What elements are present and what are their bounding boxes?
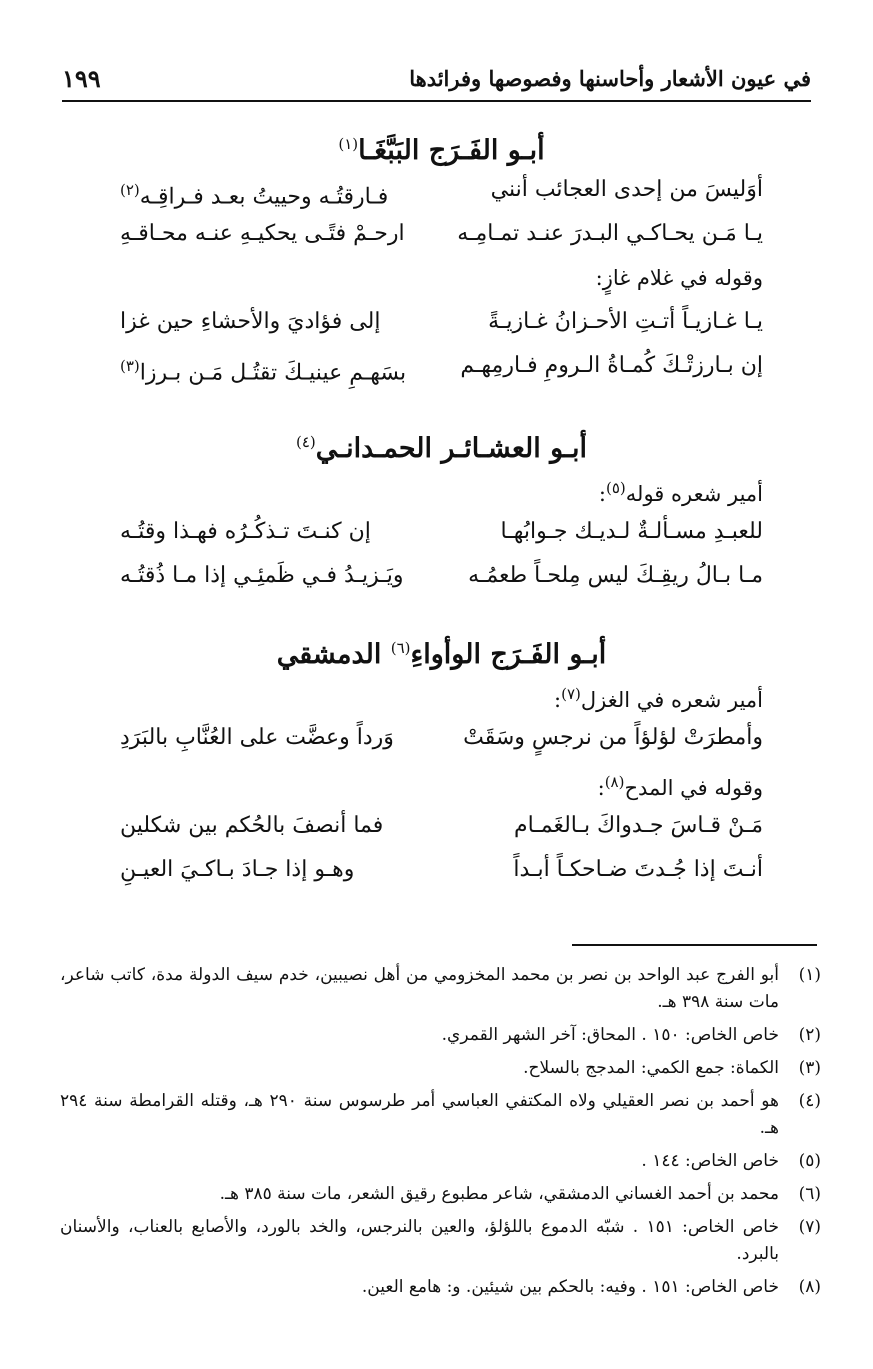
first-hemistich: مَـنْ قـاسَ جـدواكَ بـالغَمـام	[513, 813, 763, 838]
footnote-text: أبو الفرج عبد الواحد بن نصر بن محمد المخزومي من أهل نصيبين، خدم سيف الدولة مدة، كاتب شاعر، مات سنة ٣٩٨ هـ.	[60, 965, 779, 1012]
second-hemistich-text: بسَهـمِ عينيـكَ تقتُـل مَـن بـرزا	[139, 360, 407, 386]
footnote-marker: (٦)	[390, 639, 411, 657]
footnote-number: (٥)	[798, 1151, 821, 1171]
first-hemistich: للعبـدِ مسـألـةٌ لـديـك جـوابُهـا	[500, 519, 763, 544]
verse-intro	[120, 466, 763, 510]
second-hemistich: إلى فؤاديَ والأحشاءِ حين غزا	[120, 309, 381, 334]
second-hemistich	[120, 344, 420, 388]
verse-intro-colon: :	[597, 776, 605, 800]
footnote-number: (٣)	[798, 1058, 821, 1078]
footnote	[60, 1181, 821, 1208]
footnote-number: (٦)	[798, 1184, 821, 1204]
second-hemistich	[120, 168, 420, 212]
footnote-text: الكماة: جمع الكمي: المدجج بالسلاح.	[523, 1058, 779, 1078]
footnote	[60, 1055, 821, 1082]
verse-intro-text: أمير شعره قوله	[625, 482, 763, 506]
page-number: ١٩٩	[62, 64, 101, 93]
second-hemistich-text: فـارقتُـه وحييتُ بعـد فـراقِـه	[139, 184, 389, 210]
section-spacer	[120, 388, 763, 418]
footnote	[60, 1088, 821, 1142]
verse-intro: وقوله في غلام غازٍ:	[595, 266, 763, 290]
second-hemistich: فما أنصفَ بالحُكم بين شكلين	[120, 813, 384, 838]
footnote	[60, 1214, 821, 1268]
footnote-marker: (٢)	[120, 181, 140, 199]
first-hemistich: يـا مَـن يحـاكـي البـدرَ عنـد تمـامِـه	[457, 221, 763, 246]
footnote	[60, 962, 821, 1016]
footnote-text: خاص الخاص: ١٤٤ .	[641, 1151, 779, 1171]
footnote-text: خاص الخاص: ١٥١ . شبّه الدموع باللؤلؤ، والعين بالنرجس، والخد بالورد، والأصابع بالعناب، والأسنان بالبرد.	[60, 1217, 779, 1264]
verse-line	[120, 168, 763, 212]
footnote-number: (٢)	[798, 1025, 821, 1045]
poet-heading	[120, 418, 763, 466]
section-spacer	[120, 598, 763, 624]
verse-intro-colon: :	[598, 482, 606, 506]
verse-line	[120, 554, 763, 598]
footnote-marker: (٨)	[604, 773, 625, 791]
first-hemistich: يـا غـازيـاً أتـتِ الأحـزانُ غـازيـةً	[488, 309, 763, 334]
verse-line	[120, 344, 763, 388]
running-title: في عيون الأشعار وأحاسنها وفصوصها وفرائدها	[409, 66, 811, 91]
second-hemistich: وهـو إذا جـادَ بـاكـيَ العيـنِ	[120, 857, 355, 882]
footnote-text: خاص الخاص: ١٥١ . وفيه: بالحكم بين شيئين. و: هامع العين.	[361, 1277, 779, 1297]
verse-intro-colon: :	[554, 688, 562, 712]
footnote-number: (١)	[798, 965, 821, 985]
verse-intro-text: وقوله في المدح	[624, 776, 763, 800]
second-hemistich: إن كنـتَ تـذكُـرُه فهـذا وقتُـه	[120, 519, 371, 544]
footnote-marker: (٤)	[295, 433, 316, 451]
verse-line	[120, 848, 763, 892]
footnote-marker: (٣)	[120, 357, 140, 375]
footnote-text: خاص الخاص: ١٥٠ . المحاق: آخر الشهر القمري.	[441, 1025, 779, 1045]
verse-line	[120, 716, 763, 760]
poet-name-tail: الدمشقي	[276, 639, 391, 670]
footnote-number: (٧)	[798, 1217, 821, 1237]
footnote-number: (٤)	[798, 1091, 821, 1111]
footnote	[60, 1148, 821, 1175]
footnote-text: محمد بن أحمد الغساني الدمشقي، شاعر مطبوع رقيق الشعر، مات سنة ٣٨٥ هـ.	[219, 1184, 779, 1204]
first-hemistich: إن بـارزتْـكَ كُمـاةُ الـرومِ فـارمِهـم	[460, 353, 763, 378]
footnote	[60, 1022, 821, 1049]
poem-content	[120, 120, 763, 892]
verse-line	[120, 300, 763, 344]
poet-heading	[120, 120, 763, 168]
running-header	[62, 62, 811, 102]
verse-line	[120, 212, 763, 256]
verse-intro-text: أمير شعره في الغزل	[580, 688, 763, 712]
footnote	[60, 1274, 821, 1301]
first-hemistich: أنـتَ إذا جُـدتَ ضـاحكـاً أبـداً	[513, 857, 763, 882]
second-hemistich: ارحـمْ فتًـى يحكيـهِ عنـه محـاقـهِ	[120, 221, 405, 246]
verse-intro	[120, 672, 763, 716]
second-hemistich: ويَـزيـدُ فـي ظَمئِـي إذا مـا ذُقتُـه	[120, 563, 404, 588]
footnote-marker: (٧)	[561, 685, 581, 703]
footnote-number: (٨)	[798, 1277, 821, 1297]
first-hemistich: مـا بـالُ ريقِـكَ ليس مِلحـاً طعمُـه	[468, 563, 763, 588]
poet-heading	[120, 624, 763, 672]
first-hemistich: وأمطرَتْ لؤلؤاً من نرجسٍ وسَقَتْ	[463, 725, 763, 750]
footnote-marker: (١)	[338, 135, 359, 153]
footnote-divider	[572, 944, 817, 946]
verse-line	[120, 804, 763, 848]
poet-name: أبـو العشـائـر الحمـدانـي	[315, 433, 588, 464]
footnote-text: هو أحمد بن نصر العقيلي ولاه المكتفي العباسي أمر طرسوس سنة ٢٩٠ هـ، وقتله القرامطة سنة ٢٩٤ هـ.	[60, 1091, 779, 1138]
verse-intro	[120, 760, 763, 804]
first-hemistich: أوَليسَ من إحدى العجائب أنني	[490, 177, 763, 202]
footnote-marker: (٥)	[606, 479, 626, 497]
second-hemistich: وَرداً وعضَّت على العُنَّابِ بالبَرَدِ	[120, 725, 394, 750]
poet-name: أبـو الفَـرَج البَبَّغَـا	[358, 135, 545, 166]
verse-line	[120, 510, 763, 554]
poet-name: أبـو الفَـرَج الوأواءِ	[410, 639, 607, 670]
footnotes	[60, 962, 821, 1307]
